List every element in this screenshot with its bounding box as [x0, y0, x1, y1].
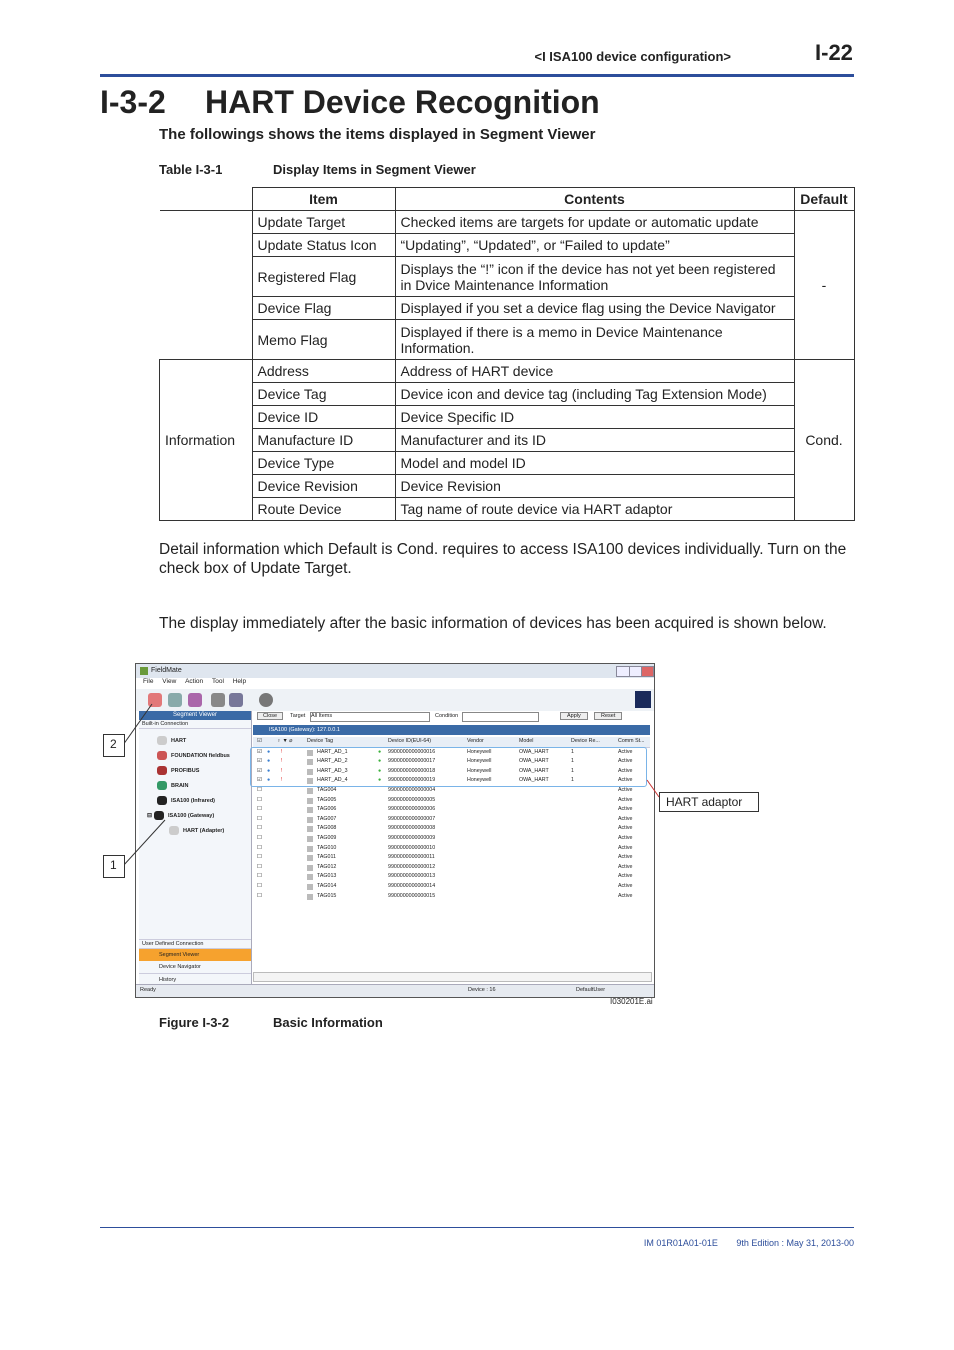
online-icon: ●	[378, 777, 382, 784]
update-checkbox[interactable]: ☐	[257, 796, 262, 803]
status-ready: Ready	[140, 987, 156, 993]
update-checkbox[interactable]: ☐	[257, 815, 262, 822]
device-id: 9900000000000012	[388, 863, 436, 870]
device-id: 9900000000000004	[388, 786, 436, 793]
table-cell: “Updating”, “Updated”, or “Failed to update”	[395, 234, 794, 257]
builtin-connection: Built-in Connection	[139, 720, 251, 729]
comm-status: Active	[618, 806, 633, 813]
table-cell: Device ID	[252, 406, 395, 429]
comm-status: Active	[618, 748, 633, 755]
model: OWA_HART	[519, 777, 549, 784]
tree-label: HART	[171, 737, 187, 744]
comm-status: Active	[618, 758, 633, 765]
page-number: I-22	[815, 40, 853, 65]
table-cell: Displayed if there is a memo in Device Maintenance Information.	[395, 320, 794, 360]
table-cell: Device icon and device tag (including Tag Extension Mode)	[395, 383, 794, 406]
subtitle: The followings shows the items displayed in Segment Viewer	[159, 126, 596, 143]
device-id: 9900000000000013	[388, 873, 436, 880]
device-id: 9900000000000005	[388, 796, 436, 803]
footer	[644, 1238, 854, 1248]
figure-caption-title: Basic Information	[273, 1015, 383, 1030]
update-checkbox[interactable]: ☐	[257, 825, 262, 832]
figure-caption-label: Figure I-3-2	[159, 1015, 230, 1030]
status-user: DefaultUser	[576, 987, 606, 993]
table-cell: Model and model ID	[395, 452, 794, 475]
device-tag: HART_AD_2	[317, 758, 348, 765]
menu-help[interactable]: Help	[232, 678, 247, 685]
vendor: Honeywell	[467, 748, 492, 755]
table-cell: Displays the “!” icon if the device has not yet been registered in Dvice Maintenance Information	[395, 257, 794, 297]
comm-status: Active	[618, 815, 633, 822]
table-cell: Registered Flag	[252, 257, 395, 297]
update-checkbox[interactable]: ☐	[257, 834, 262, 841]
comm-status: Active	[618, 854, 633, 861]
table-cell: Manufacture ID	[252, 429, 395, 452]
update-checkbox[interactable]: ☐	[257, 854, 262, 861]
device-tag: HART_AD_4	[317, 777, 348, 784]
table-cell: Device Tag	[252, 383, 395, 406]
comm-status: Active	[618, 892, 633, 899]
device-tag: TAG015	[317, 892, 337, 899]
table-cell: Update Status Icon	[252, 234, 395, 257]
col-device-id[interactable]: Device ID(EUI-64)	[388, 738, 431, 744]
status-device-count: Device : 16	[468, 987, 496, 993]
registered-flag: !	[281, 758, 283, 765]
target-label: Target	[290, 713, 306, 719]
device-id: 9900000000000007	[388, 815, 436, 822]
device-tag: TAG004	[317, 786, 337, 793]
device-id: 9900000000000017	[388, 758, 436, 765]
running-header: <I ISA100 device configuration>	[534, 49, 731, 64]
update-checkbox[interactable]: ☐	[257, 844, 262, 851]
registered-flag: !	[281, 748, 283, 755]
model: OWA_HART	[519, 748, 549, 755]
comm-status: Active	[618, 786, 633, 793]
footer-rule	[100, 1227, 854, 1228]
window-title: FieldMate	[151, 667, 182, 674]
comm-status: Active	[618, 882, 633, 889]
table-cell: Device Type	[252, 452, 395, 475]
device-tag: TAG013	[317, 873, 337, 880]
table-cell: Device Revision	[395, 475, 794, 498]
tree-label: FOUNDATION fieldbus	[171, 752, 230, 759]
update-checkbox[interactable]: ☑	[257, 767, 262, 774]
device-tag: TAG006	[317, 806, 337, 813]
paragraph-display: The display immediately after the basic information of devices has been acquired is shown below.	[159, 615, 827, 632]
col-model[interactable]: Model	[519, 738, 534, 744]
registered-flag: !	[281, 777, 283, 784]
update-checkbox[interactable]: ☑	[257, 758, 262, 765]
vendor: Honeywell	[467, 777, 492, 784]
col-vendor[interactable]: Vendor	[467, 738, 484, 744]
section-number: I-3-2	[100, 84, 166, 120]
comm-status: Active	[618, 863, 633, 870]
figure-caption	[159, 1015, 383, 1030]
table-cell: Checked items are targets for update or automatic update	[395, 211, 794, 234]
col-device-tag[interactable]: Device Tag	[307, 738, 334, 744]
table-cell: Device Flag	[252, 297, 395, 320]
registered-flag: !	[281, 767, 283, 774]
footer-edition: 9th Edition : May 31, 2013-00	[736, 1238, 854, 1248]
update-checkbox[interactable]: ☐	[257, 882, 262, 889]
tree-label: ISA100 (Gateway)	[168, 812, 215, 819]
device-rev: 1	[571, 777, 574, 784]
online-icon: ●	[378, 767, 382, 774]
device-tag: HART_AD_1	[317, 748, 348, 755]
callout-1: 1	[103, 855, 125, 878]
nav-segment-viewer[interactable]: Segment Viewer	[139, 949, 251, 961]
update-checkbox[interactable]: ☐	[257, 892, 262, 899]
device-tag: TAG008	[317, 825, 337, 832]
panel-title: Segment Viewer	[139, 711, 251, 720]
paragraph-cond: Detail information which Default is Cond. requires to access ISA100 devices individually. Turn on the check box of Update Target.	[159, 541, 847, 577]
table-cell: Manufacturer and its ID	[395, 429, 794, 452]
status-icon: ●	[267, 777, 271, 784]
user-defined-connection[interactable]: User Defined Connection	[139, 939, 251, 949]
callout-2: 2	[103, 734, 125, 757]
device-tag: TAG007	[317, 815, 337, 822]
device-id: 9900000000000014	[388, 882, 436, 889]
col-contents: Contents	[395, 188, 794, 211]
table-cell: Device Revision	[252, 475, 395, 498]
model: OWA_HART	[519, 758, 549, 765]
tree-item[interactable]: ⊟ ISA100 (Gateway)	[147, 812, 215, 819]
online-icon: ●	[378, 758, 382, 765]
comm-status: Active	[618, 777, 633, 784]
menu-tool[interactable]: Tool	[211, 678, 224, 685]
col-comm-status[interactable]: Comm St...	[618, 738, 645, 744]
nav-device-navigator[interactable]: Device Navigator	[139, 961, 251, 974]
apply-button[interactable]: Apply	[560, 712, 588, 720]
table-cell: Address	[252, 360, 395, 383]
online-icon: ●	[378, 748, 382, 755]
update-checkbox[interactable]: ☑	[257, 777, 262, 784]
table-cell: Memo Flag	[252, 320, 395, 360]
tree-label: ISA100 (Infrared)	[171, 797, 216, 804]
table-cell-default: -	[794, 211, 854, 360]
device-rev: 1	[571, 767, 574, 774]
footer-doc-id: IM 01R01A01-01E	[643, 1238, 718, 1248]
device-tag: TAG005	[317, 796, 337, 803]
col-default: Default	[794, 188, 854, 211]
table-cell: Route Device	[252, 498, 395, 521]
device-tag: TAG012	[317, 863, 337, 870]
table-cell-default: Cond.	[794, 360, 854, 521]
col-item: Item	[252, 188, 395, 211]
comm-status: Active	[618, 767, 633, 774]
device-id: 9900000000000006	[388, 806, 436, 813]
segment-path: ISA100 (Gateway): 127.0.0.1	[253, 725, 650, 735]
menu-view[interactable]: View	[162, 678, 177, 685]
comm-status: Active	[618, 825, 633, 832]
device-id: 9900000000000009	[388, 834, 436, 841]
vendor: Honeywell	[467, 767, 492, 774]
status-icon: ●	[267, 758, 271, 765]
nav-history[interactable]: History	[159, 977, 177, 983]
update-checkbox[interactable]: ☐	[257, 863, 262, 870]
update-checkbox[interactable]: ☐	[257, 786, 262, 793]
device-id: 9900000000000011	[388, 854, 435, 861]
device-id: 9900000000000019	[388, 777, 436, 784]
device-id: 9900000000000008	[388, 825, 436, 832]
device-tag: TAG011	[317, 854, 336, 861]
table-caption-label: Table I-3-1	[159, 162, 223, 177]
device-id: 9900000000000015	[388, 892, 436, 899]
comm-status: Active	[618, 796, 633, 803]
reset-button[interactable]: Reset	[594, 712, 622, 720]
table-cell: Update Target	[252, 211, 395, 234]
file-id: I030201E.ai	[610, 997, 653, 1006]
tree-label: BRAIN	[171, 782, 189, 789]
col-device-rev[interactable]: Device Re...	[571, 738, 600, 744]
tree-label: HART (Adapter)	[183, 827, 225, 834]
update-checkbox[interactable]: ☐	[257, 873, 262, 880]
device-rev: 1	[571, 758, 574, 765]
condition-label: Condition	[435, 713, 459, 719]
grid-header: ☑ ♀ ▼ ⌀ Device Tag Device ID(EUI-64) Vendor Model Device Re... Comm St...	[253, 737, 650, 748]
update-checkbox[interactable]: ☐	[257, 806, 262, 813]
table-cell: Displayed if you set a device flag using the Device Navigator	[395, 297, 794, 320]
table-caption-title: Display Items in Segment Viewer	[273, 162, 476, 177]
menu-action[interactable]: Action	[185, 678, 204, 685]
menu-file[interactable]: File	[143, 678, 154, 685]
tree-label: PROFIBUS	[171, 767, 200, 774]
comm-status: Active	[618, 844, 633, 851]
close-button[interactable]: Close	[257, 712, 283, 720]
table-cell: Address of HART device	[395, 360, 794, 383]
device-rev: 1	[571, 748, 574, 755]
callout-hart-adaptor: HART adaptor	[659, 792, 759, 812]
table-cell: Tag name of route device via HART adaptor	[395, 498, 794, 521]
device-id: 9900000000000016	[388, 748, 436, 755]
device-tag: TAG009	[317, 834, 337, 841]
device-tag: TAG014	[317, 882, 337, 889]
comm-status: Active	[618, 873, 633, 880]
target-value: All Items	[311, 713, 333, 719]
device-tag: TAG010	[317, 844, 337, 851]
device-id: 9900000000000018	[388, 767, 436, 774]
table-cell-information: Information	[160, 360, 253, 521]
comm-status: Active	[618, 834, 633, 841]
update-checkbox[interactable]: ☑	[257, 748, 262, 755]
status-icon: ●	[267, 748, 271, 755]
table-cell: Device Specific ID	[395, 406, 794, 429]
status-icon: ●	[267, 767, 271, 774]
section-title: HART Device Recognition	[205, 84, 600, 120]
model: OWA_HART	[519, 767, 549, 774]
device-tag: HART_AD_3	[317, 767, 348, 774]
device-id: 9900000000000010	[388, 844, 436, 851]
vendor: Honeywell	[467, 758, 492, 765]
